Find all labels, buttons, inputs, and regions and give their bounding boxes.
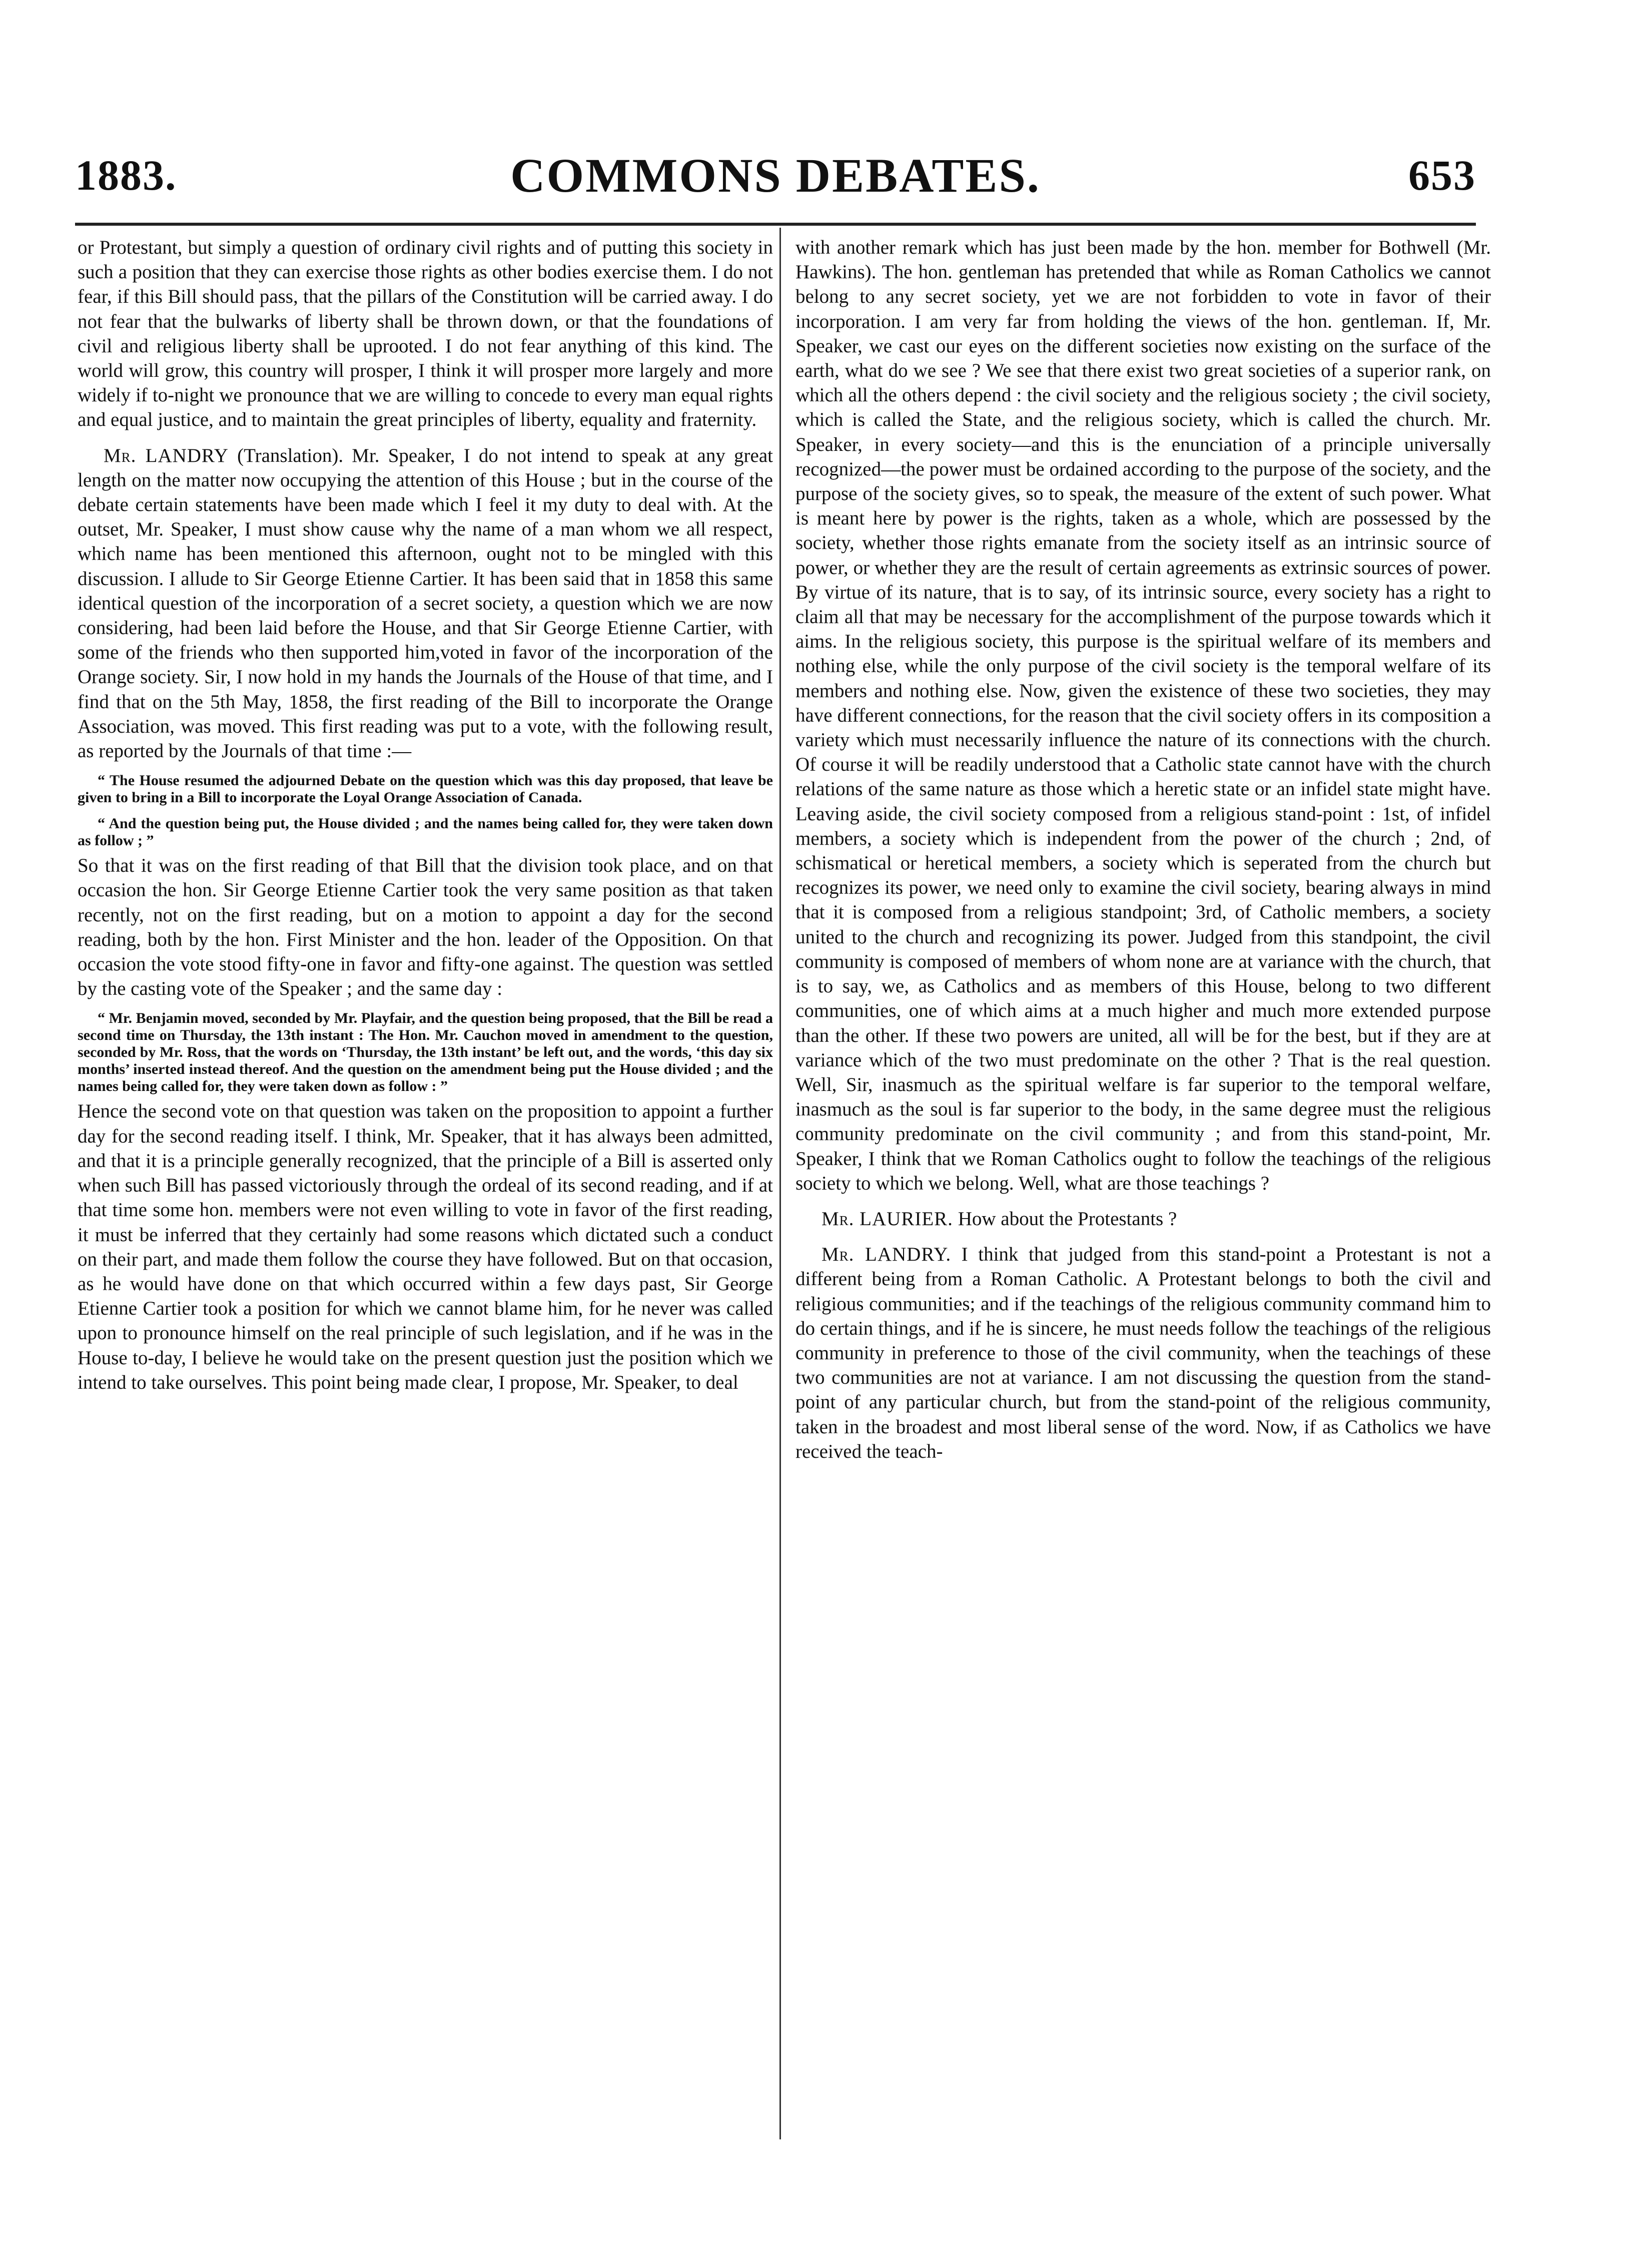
speaker-name: Mr. LAURIER.	[822, 1208, 953, 1230]
paragraph: with another remark which has just been made by the hon. member for Bothwell (Mr. Hawkins). The hon. gentleman has pretended that while as Roman Catholics we cannot belong to any secret society, yet we are not forbidden to vote in favor of their incorporation. I am very far from holding the views of the hon. gentleman. If, Mr. Speaker, we cast our eyes on the different societies now existing on the surface of the earth, what do we see ? We see that there exist two great societies of a superior rank, on which all the others depend : the civil society and the religious society ; the civil society, which is called the State, and the religious society, which is called the church. Mr. Speaker, in every society—and this is the enunciation of a principle universally recognized—the power must be ordained according to the purpose of the society, and the purpose of the society gives, so to speak, the measure of the extent of such power. What is meant here by power is the rights, taken as a whole, which are possessed by the society, whether those rights emanate from the society itself as an intrinsic source of power, or whether they are the result of certain agreements as extrinsic sources of power. By virtue of its nature, that is to say, of its intrinsic source, every society has a right to claim all that may be necessary for the accomplishment of the purpose towards which it aims. In the religious society, this purpose is the spiritual welfare of its members and nothing else, while the only purpose of the civil society is the temporal welfare of its members and nothing else. Now, given the existence of these two societies, they may have different connections, for the reason that the civil society offers in its composition a variety which must necessarily influence the nature of its connections with the church. Of course it will be readily understood that a Catholic state cannot have with the church relations of the same nature as those which a heretic state or an infidel state might have. Leaving aside, the civil society composed from a religious stand-point : 1st, of infidel members, a society which is independent from the power of the church ; 2nd, of schismatical or heretical members, a society which is seperated from the church but recognizes its power, we need only to examine the civil society, bearing always in mind that it is composed from a religious standpoint; 3rd, of Catholic members, a society united to the church and recognizing its power. Judged from this standpoint, the civil community is composed of members of whom none are at variance with the church, that is to say, we, as Catholics and as members of this House, belong to two different communities, one of which aims at a much higher and much more extended purpose than the other. If these two powers are united, all will be for the best, but if they are at variance which of the two must predominate on the other ? That is the real question. Well, Sir, inasmuch as the spiritual welfare is far superior to the temporal welfare, inasmuch as the soul is far superior to the body, in the same degree must the religious community predominate on the civil community ; and from this stand-point, Mr. Speaker, I think that we Roman Catholics ought to follow the teachings of the religious society to which we belong. Well, what are those teachings ?	[795, 237, 1491, 1194]
page-year: 1883.	[75, 151, 177, 199]
journal-quote: “ The House resumed the adjourned Debate on the question which was this day proposed, that leave be given to bring in a Bill to incorporate the Loyal Orange Association of Canada.	[78, 772, 773, 806]
paragraph: So that it was on the first reading of that Bill that the division took place, and on that occasion the hon. Sir George Etienne Cartier took the very same position as that taken recently, not on the first reading, but on a motion to appoint a day for the second reading, both by the hon. First Minister and the hon. leader of the Opposition. On that occasion the vote stood fifty-one in favor and fifty-one against. The question was settled by the casting vote of the Speaker ; and the same day :	[78, 855, 773, 1000]
speaker-name: Mr. LANDRY.	[822, 1244, 952, 1266]
paragraph-speech: Mr. LAURIER. How about the Protestants ?	[822, 1208, 1177, 1230]
column-divider	[779, 228, 781, 2139]
speaker-name: Mr. LANDRY	[104, 444, 229, 466]
page-header	[75, 120, 1476, 205]
paragraph: or Protestant, but simply a question of ordinary civil rights and of putting this society in such a position that they can exercise those rights as other bodies exercise them. I do not fear, if this Bill should pass, that the pillars of the Constitution will be carried away. I do not fear that the bulwarks of liberty shall be thrown down, or that the foundations of civil and religious liberty shall be uprooted. I do not fear anything of this kind. The world will grow, this country will prosper, I think it will prosper more largely and more widely if to-night we pronounce that we are willing to concede to every man equal rights and equal justice, and to maintain the great principles of liberty, equality and fraternity.	[78, 237, 773, 431]
paragraph-speech: Mr. LANDRY (Translation). Mr. Speaker, I do not intend to speak at any great length on the matter now occupying the attention of this House ; but in the course of the debate certain statements have been made which I feel it my duty to deal with. At the outset, Mr. Speaker, I must show cause why the name of a man whom we all respect, which name has been mentioned this afternoon, ought not to be mingled with this discussion. I allude to Sir George Etienne Cartier. It has been said that in 1858 this same identical question of the incorporation of a secret society, a question which we are now considering, had been laid before the House, and that Sir George Etienne Cartier, with some of the friends who then supported him,voted in favor of the incorporation of the Orange society. Sir, I now hold in my hands the Journals of the House of that time, and I find that on the 5th May, 1858, the first reading of the Bill to incorporate the Orange Association, was moved. This first reading was put to a vote, with the following result, as reported by the Journals of that time :—	[78, 444, 773, 762]
header-rule	[75, 223, 1476, 226]
journal-quote: “ Mr. Benjamin moved, seconded by Mr. Playfair, and the question being proposed, that the Bill be read a second time on Thursday, the 13th instant : The Hon. Mr. Cauchon moved in amendment to the question, seconded by Mr. Ross, that the words on ‘Thursday, the 13th instant’ be left out, and the words, ‘this day six months’ inserted instead thereof. And the question on the amendment being put the House divided ; and the names being called for, they were taken down as follow : ”	[78, 1010, 773, 1095]
paragraph-speech: Mr. LANDRY. I think that judged from this stand-point a Protestant is not a different being from a Roman Catholic. A Protestant belongs to both the civil and religious communities; and if the teachings of the religious community command him to do certain things, and if he is sincere, he must needs follow the teachings of the religious community in preference to those of the civil community, when the teachings of these two communities are not at variance. I am not discussing the question from the stand-point of any particular church, but from the stand-point of the religious community, taken in the broadest and most liberal sense of the word. Now, if as Catholics we have received the teach-	[795, 1244, 1491, 1462]
left-column	[78, 235, 773, 1395]
paragraph: Hence the second vote on that question was taken on the proposition to appoint a further day for the second reading itself. I think, Mr. Speaker, that it has always been admitted, and that it is a principle generally recognized, that the principle of a Bill is asserted only when such Bill has passed victoriously through the ordeal of its second reading, and if at that time some hon. members were not even willing to vote in favor of the first reading, it must be inferred that they certainly had some reasons which dictated such a conduct on their part, and made them follow the course they have followed. But on that occasion, as he would have done on that which occurred within a few days past, Sir George Etienne Cartier took a position for which we cannot blame him, for he never was called upon to pronounce himself on the real principle of such legislation, and if he was in the House to-day, I believe he would take on the present question just the position which we intend to take ourselves. This point being made clear, I propose, Mr. Speaker, to deal	[78, 1100, 773, 1393]
page-number: 653	[1408, 151, 1476, 199]
page-title: COMMONS DEBATES.	[510, 149, 1041, 202]
right-column	[795, 235, 1491, 1464]
journal-quote: “ And the question being put, the House divided ; and the names being called for, they were taken down as follow ; ”	[78, 815, 773, 849]
